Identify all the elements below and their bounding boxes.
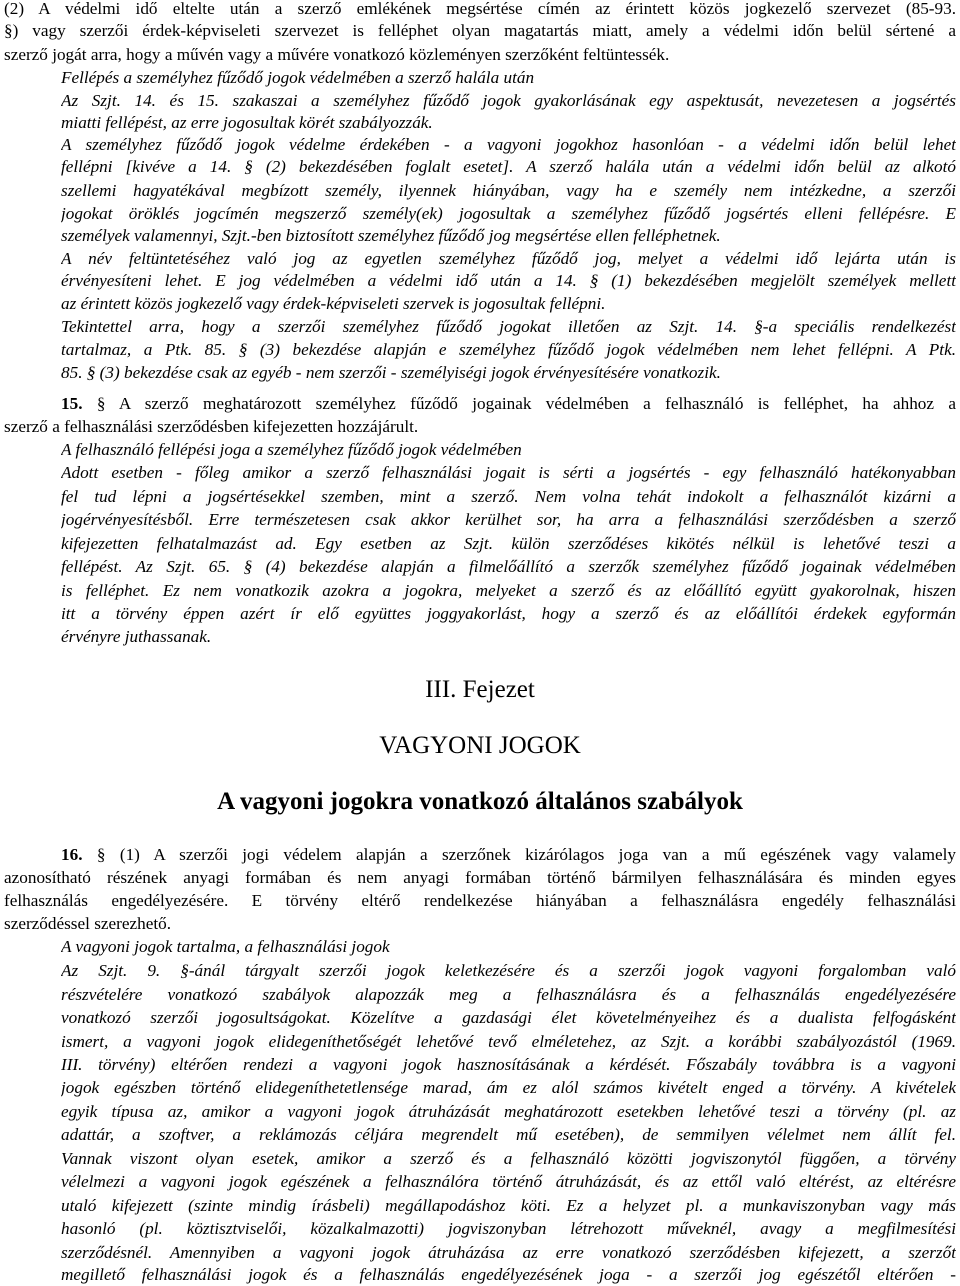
comment-line: szerződésnél. Amennyiben a vagyoni jogok átruházása az erre vonatkozó szerződésben kifejezett, a szerzőt bbox=[61, 1243, 956, 1262]
section-number: 15. bbox=[61, 394, 83, 413]
comment-line: jogokat öröklés jogcímén megszerző személy(ek) jogosultak a személyhez fűződő jogsértés elleni fellépésre. E bbox=[61, 204, 956, 223]
comment-line: utaló kifejezett (szinte mindig írásbeli) megállapodáshoz köti. Ez a helyzet pl. a munkaviszonyban vagy más bbox=[61, 1196, 956, 1215]
comment-line: 85. § (3) bekezdése csak az egyéb - nem szerzői - személyiségi jogok érvényesítésére vonatkozik. bbox=[61, 363, 721, 382]
comment-line: A személyhez fűződő jogok védelme érdekében - a vagyoni jogokhoz hasonlóan - a védelmi időn belül lehet bbox=[61, 135, 956, 154]
chapter-subtitle: VAGYONI JOGOK bbox=[379, 732, 581, 759]
paragraph-line: §) vagy szerzői érdek-képviseleti szervezet is felléphet olyan magatartás miatt, amely a védelmi időn belül sértené a bbox=[4, 21, 956, 40]
comment-line: tartalmaz, a Ptk. 85. § (3) bekezdése alapján e személyhez fűződő jogok védelmében nem lehet fellépni. A Ptk. bbox=[61, 340, 956, 359]
comment-line: érvényre juthassanak. bbox=[61, 627, 212, 646]
comment-line: III. törvény) eltérően rendezi a vagyoni jogok hasznosításának a kérdését. Főszabály továbbra is a vagyoni bbox=[61, 1055, 956, 1074]
section-title: A vagyoni jogokra vonatkozó általános szabályok bbox=[217, 788, 743, 815]
comment-heading: Fellépés a személyhez fűződő jogok védelmében a szerző halála után bbox=[61, 68, 535, 87]
comment-line: érvényesíteni lehet. E jog védelmében a védelmi idő után a 14. § (1) bekezdésében megjelölt személyek mellett bbox=[61, 271, 956, 290]
paragraph-line: (2) A védelmi idő eltelte után a szerző emlékének megsértése címén az érintett közös jogkezelő szervezet (85-93. bbox=[4, 0, 956, 18]
comment-line: megillető felhasználási jogok és a felhasználás engedélyezésének joga - a szerzői jog egészétől eltérően - bbox=[61, 1265, 956, 1284]
section-16 bbox=[61, 844, 956, 866]
comment-line: szellemi hagyatékával megbízott személy, ilyennek hiányában, vagy ha e személy nem intézkedne, a szerzői bbox=[61, 181, 956, 200]
paragraph-line: szerződéssel szerezhető. bbox=[4, 914, 172, 933]
comment-line: vonatkozó szerzői jogosultságokat. Közelítve a gazdasági élet követelményeihez és a dualista felfogásként bbox=[61, 1008, 956, 1027]
comment-line: miatti fellépést, az erre jogosultak körét szabályozzák. bbox=[61, 113, 433, 132]
comment-line: hasonló (pl. köztisztviselői, közalkalmazotti) jogviszonyban létrehozott műveknél, avagy a megfilmesítési bbox=[61, 1219, 956, 1238]
section-15 bbox=[61, 393, 956, 415]
comment-heading: A felhasználó fellépési joga a személyhez fűződő jogok védelmében bbox=[61, 440, 522, 459]
comment-line: Adott esetben - főleg amikor a szerző felhasználási jogait is sérti a jogsértés - egy felhasználó hatékonyabban bbox=[61, 463, 956, 482]
paragraph-line: szerző jogát arra, hogy a művén vagy a művére vonatkozó közleményen szerzőként feltüntessék. bbox=[4, 45, 670, 64]
comment-line: az érintett közös jogkezelő vagy érdek-képviseleti szervek is jogosultak fellépni. bbox=[61, 294, 606, 313]
comment-line: jogok egészben történő elidegeníthetetlensége marad, ám ez alól számos kivételt enged a törvény. A kivételek bbox=[61, 1078, 956, 1097]
section-text: § A szerző meghatározott személyhez fűződő jogainak védelmében a felhasználó is felléphet, ha ahhoz a bbox=[96, 394, 956, 413]
comment-line: kifejezetten felhatalmazást ad. Egy esetben az Szjt. külön szerződéses kikötés nélkül is lehetővé teszi a bbox=[61, 534, 956, 553]
section-number: 16. bbox=[61, 845, 83, 864]
paragraph-line: szerző a felhasználási szerződésben kifejezetten hozzájárult. bbox=[4, 417, 419, 436]
comment-line: fel tud lépni a jogsértésekkel szemben, mint a szerző. Nem volna tehát indokolt a felhasználót kizárni a bbox=[61, 487, 956, 506]
comment-line: Tekintettel arra, hogy a szerzői személyhez fűződő jogokat illetően az Szjt. 14. §-a speciális rendelkezést bbox=[61, 317, 956, 336]
comment-line: részvételére vonatkozó szabályok alapozzák meg a felhasználásra és a felhasználás engedélyezésére bbox=[61, 985, 956, 1004]
comment-line: személyek valamennyi, Szjt.-ben biztosított személyhez fűződő jog megsértése ellen felléphetnek. bbox=[61, 226, 721, 245]
chapter-title: III. Fejezet bbox=[425, 676, 535, 703]
comment-line: fellépést. Az Szjt. 65. § (4) bekezdése alapján a filmelőállító a szerzők személyhez fűződő jogainak védelmében bbox=[61, 557, 956, 576]
comment-line: egyik típusa az, amikor a vagyoni jogok átruházását meghatározott esetekben lehetővé teszi a törvény (pl. az bbox=[61, 1102, 956, 1121]
comment-line: jogérvényesítésből. Erre természetesen csak akkor kerülhet sor, ha arra a felhasználási szerződésben a szerző bbox=[61, 510, 956, 529]
comment-line: is felléphet. Ez nem vonatkozik azokra a jogokra, melyeket a szerző és az előállító együtt gyakorolnak, hiszen bbox=[61, 581, 956, 600]
paragraph-line: azonosítható részének anyagi formában és nem anyagi formában történő bármilyen felhasználására és minden egyes bbox=[4, 868, 956, 887]
comment-line: A név feltüntetéséhez való jog az egyetlen személyhez fűződő jog, melyet a védelmi idő lejárta után is bbox=[61, 249, 956, 268]
comment-line: adattár, a szoftver, a reklámozás céljára megrendelt mű esetében), de semmilyen vélelmet nem állít fel. bbox=[61, 1125, 956, 1144]
paragraph-line: felhasználás engedélyezésére. E törvény eltérő rendelkezése hiányában a felhasználásra engedély felhasználási bbox=[4, 891, 956, 910]
comment-line: itt a törvény éppen azért ír elő együttes joggyakorlást, hogy a szerző és az előállítói érdekek egyformán bbox=[61, 604, 956, 623]
comment-line: Az Szjt. 9. §-ánál tárgyalt szerzői jogok keletkezésére és a szerzői jogok vagyoni forgalomban való bbox=[61, 961, 956, 980]
comment-line: Vannak viszont olyan esetek, amikor a szerző és a felhasználó közötti jogviszonytól függően, a törvény bbox=[61, 1149, 956, 1168]
comment-line: Az Szjt. 14. és 15. szakaszai a személyhez fűződő jogok gyakorlásának egy aspektusát, nevezetesen a jogsértés bbox=[61, 91, 956, 110]
comment-line: fellépni [kivéve a 14. § (2) bekezdésében foglalt esetet]. A szerző halála után a védelmi időn belül az alkotó bbox=[61, 157, 956, 176]
section-text: § (1) A szerzői jogi védelem alapján a szerzőnek kizárólagos joga van a mű egészének vagy valamely bbox=[96, 845, 956, 864]
comment-heading: A vagyoni jogok tartalma, a felhasználási jogok bbox=[61, 937, 390, 956]
comment-line: ismert, a vagyoni jogok elidegeníthetőségét lehetővé tevő elméletehez, az Szjt. a korábbi szabályozástól (1969. bbox=[61, 1032, 956, 1051]
comment-line: vélelmezi a vagyoni jogok egészének a felhasználóra történő átruházását, és az ettől való eltérést, az eltérésre bbox=[61, 1172, 956, 1191]
